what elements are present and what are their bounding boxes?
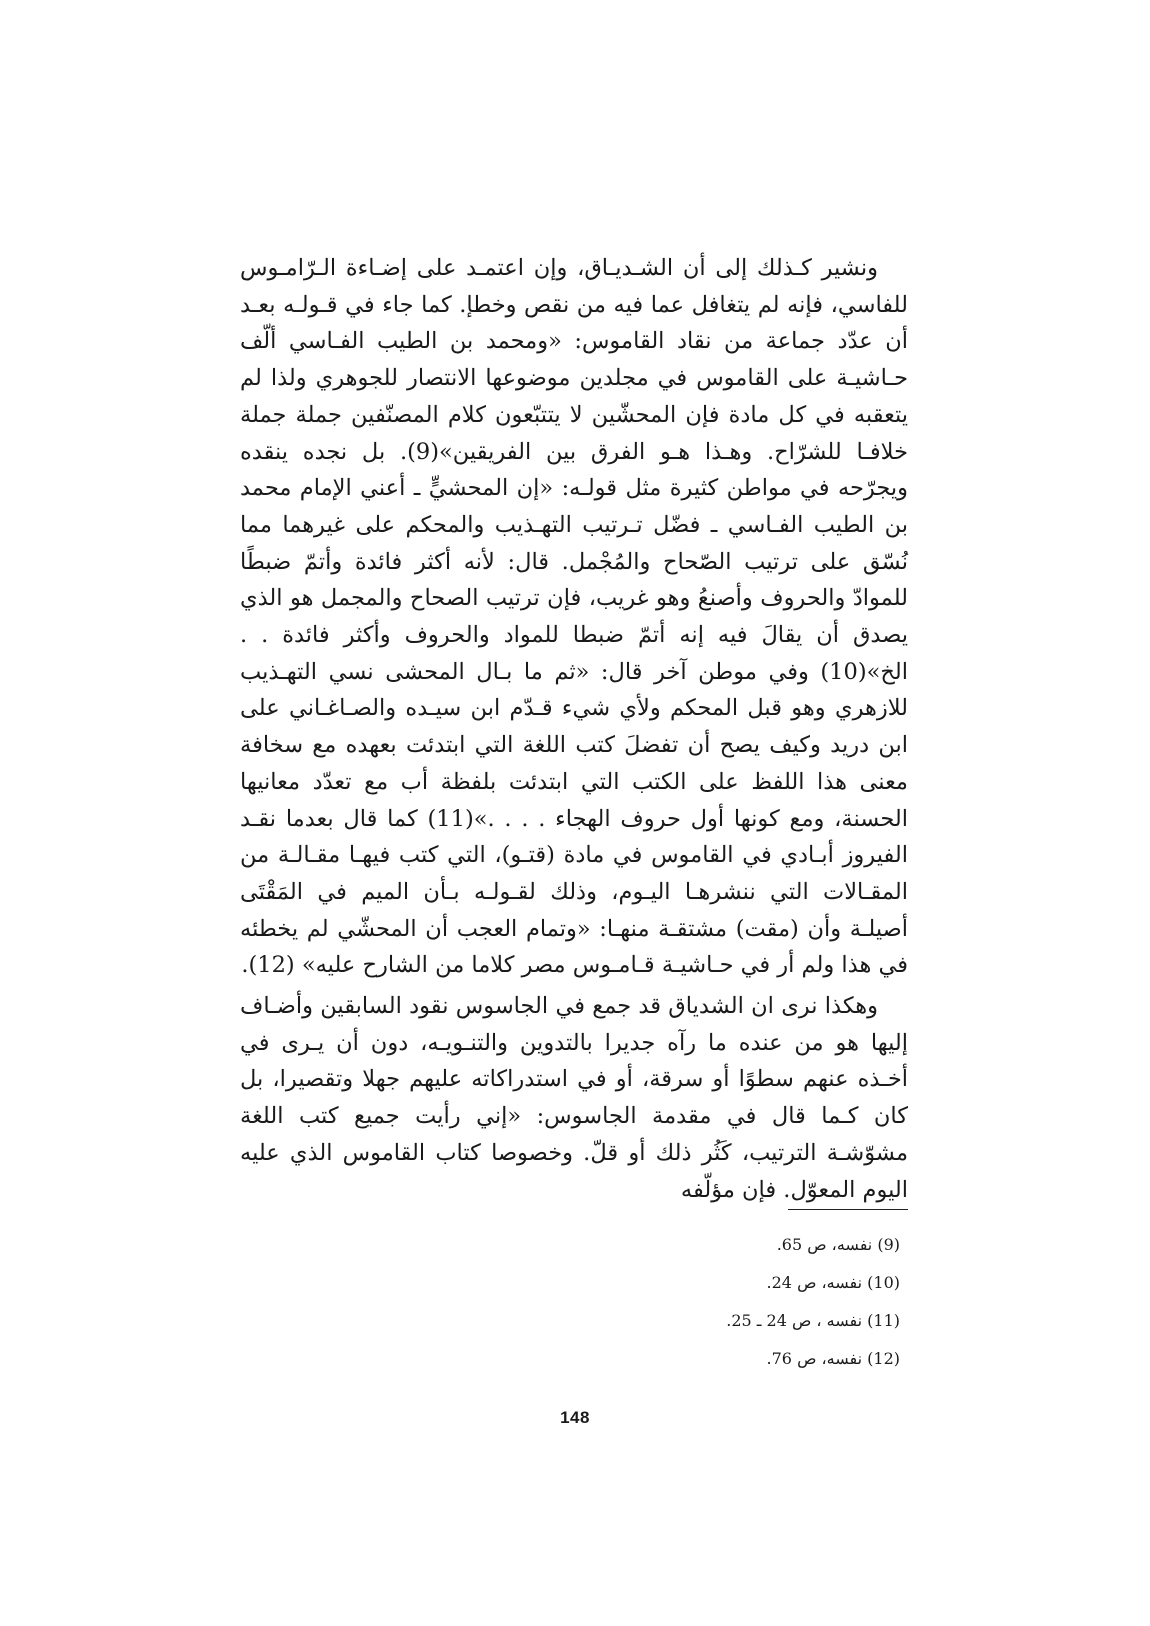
footnotes-section [600, 1226, 900, 1378]
footnote-12: (12) نفسه، ص 76. [766, 1349, 900, 1368]
footnote-11: (11) نفسه ، ص 24 ـ 25. [726, 1311, 900, 1330]
body-paragraph-1 [240, 250, 908, 984]
paragraph-text: ونشير كـذلك إلى أن الشـديـاق، وإن اعتمـد على إضـاءة الـرّامـوس للفاسي، فإنه لم يتغافل عما فيه من نقص وخطإ. كما جاء في قـولـه بعـد أن عدّد جماعة من نقاد القاموس: «ومحمد بن الطيب الفـاسي ألّف حـاشيـة على القاموس في مجلدين موضوعها الانتصار للجوهري ولذا لم يتعقبه في كل مادة فإن المحشّين لا يتتبّعون كلام المصنّفين جملة جملة خلافـا للشرّاح. وهـذا هـو الفرق بين الفريقين»(9). بل نجده ينقده ويجرّحه في مواطن كثيرة مثل قولـه: «إن المحشيٍّ ـ أعني الإمام محمد بن الطيب الفـاسي ـ فضّل تـرتيب التهـذيب والمحكم على غيرهما مما نُسّق على ترتيب الصّحاح والمُجْمل. قال: لأنه أكثر فائدة وأتمّ ضبطًا للموادّ والحروف وأصنعُ وهو غريب، فإن ترتيب الصحاح والمجمل هو الذي يصدق أن يقالَ فيه إنه أتمّ ضبطا للمواد والحروف وأكثر فائدة . . الخ»(10) وفي موطن آخر قال: «ثم ما بـال المحشى نسي التهـذيب للازهري وهو قبل المحكم ولأي شيء قـدّم ابن سيـده والصـاغـاني على ابن دريد وكيف يصح أن تفضلَ كتب اللغة التي ابتدئت بعهده مع سخافة معنى هذا اللفظ على الكتب التي ابتدئت بلفظة أب مع تعدّد معانيها الحسنة، ومع كونها أول حروف الهجاء . . . .»(11) كما قال بعدما نقـد الفيروز أبـادي في القاموس في مادة (قتـو)، التي كتب فيهـا مقـالـة من المقـالات التي ننشرهـا اليـوم، وذلك لقـولـه بـأن الميم في المَقْتَى أصيلـة وأن (مقت) مشتقـة منهـا: «وتمام العجب أن المحشّي لم يخطئه في هذا ولم أر في حـاشيـة قـامـوس مصر كلاما من الشارح عليه» (12). [240, 255, 908, 979]
footnote-10: (10) نفسه، ص 24. [766, 1273, 900, 1292]
body-paragraph-2 [240, 988, 908, 1208]
footnote-9: (9) نفسه، ص 65. [776, 1235, 900, 1254]
paragraph-text: وهكذا نرى ان الشدياق قد جمع في الجاسوس نقود السابقين وأضـاف إليها هو من عنده ما رآه جديرا بالتدوين والتنـويـه، دون أن يـرى في أخـذه عنهم سطوًا أو سرقة، أو في استدراكاته عليهم جهلا وتقصيرا، بل كان كـما قال في مقدمة الجاسوس: «إني رأيت جميع كتب اللغة مشوّشـة الترتيب، كَثُر ذلك أو قلّ. وخصوصا كتاب القاموس الذي عليه اليوم المعوّل. فإن مؤلّفه [240, 993, 908, 1203]
page-number: 148 [560, 1408, 590, 1427]
footnote-divider [788, 1209, 908, 1210]
